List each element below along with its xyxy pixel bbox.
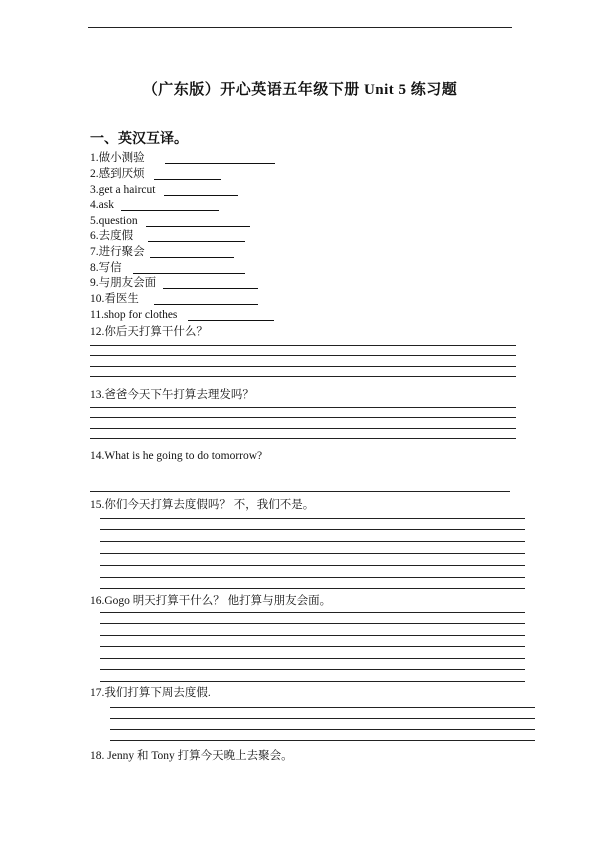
answer-line[interactable] — [100, 529, 525, 530]
vocab-item: 6.去度假 — [90, 230, 134, 242]
question-12: 12.你后天打算干什么？ — [90, 326, 208, 338]
answer-blank[interactable] — [165, 163, 275, 164]
answer-line[interactable] — [100, 669, 525, 670]
vocab-item: 2.感到厌烦 — [90, 168, 145, 180]
header-rule — [88, 27, 512, 28]
answer-blank[interactable] — [133, 273, 245, 274]
answer-blank[interactable] — [154, 179, 221, 180]
answer-line[interactable] — [90, 417, 516, 418]
vocab-item: 9.与朋友会面 — [90, 277, 157, 289]
answer-line[interactable] — [90, 355, 516, 356]
page-title: （广东版）开心英语五年级下册 Unit 5 练习题 — [142, 82, 458, 98]
answer-blank[interactable] — [188, 320, 274, 321]
answer-line[interactable] — [100, 646, 525, 647]
answer-line[interactable] — [90, 376, 516, 377]
vocab-item: 8.写信 — [90, 262, 122, 274]
vocab-item: 11.shop for clothes — [90, 309, 178, 321]
vocab-item: 4.ask — [90, 199, 114, 211]
vocab-item: 10.看医生 — [90, 293, 139, 305]
answer-line[interactable] — [100, 588, 525, 589]
answer-blank[interactable] — [146, 226, 250, 227]
vocab-item: 1.做小测验 — [90, 152, 145, 164]
question-13: 13.爸爸今天下午打算去理发吗？ — [90, 389, 254, 401]
section-heading: 一、英汉互译。 — [90, 132, 188, 147]
answer-blank[interactable] — [164, 195, 238, 196]
answer-line[interactable] — [100, 623, 525, 624]
answer-line[interactable] — [110, 740, 535, 741]
answer-line[interactable] — [110, 707, 535, 708]
vocab-item: 3.get a haircut — [90, 184, 156, 196]
question-14: 14.What is he going to do tomorrow? — [90, 450, 263, 462]
answer-blank[interactable] — [148, 241, 245, 242]
answer-line[interactable] — [100, 658, 525, 659]
answer-line[interactable] — [100, 518, 525, 519]
answer-line[interactable] — [100, 612, 525, 613]
answer-line[interactable] — [90, 428, 516, 429]
answer-line[interactable] — [110, 729, 535, 730]
answer-line[interactable] — [90, 438, 516, 439]
answer-line[interactable] — [90, 491, 510, 492]
answer-line[interactable] — [90, 407, 516, 408]
answer-blank[interactable] — [150, 257, 234, 258]
vocab-item: 5.question — [90, 215, 138, 227]
answer-blank[interactable] — [154, 304, 258, 305]
answer-line[interactable] — [100, 681, 525, 682]
answer-line[interactable] — [100, 553, 525, 554]
answer-line[interactable] — [100, 635, 525, 636]
answer-blank[interactable] — [163, 288, 258, 289]
answer-line[interactable] — [90, 366, 516, 367]
answer-line[interactable] — [100, 541, 525, 542]
answer-line[interactable] — [110, 718, 535, 719]
answer-line[interactable] — [90, 345, 516, 346]
vocab-item: 7.进行聚会 — [90, 246, 145, 258]
question-16: 16.Gogo 明天打算干什么？ 他打算与朋友会面。 — [90, 595, 332, 607]
question-17: 17.我们打算下周去度假. — [90, 687, 211, 699]
answer-line[interactable] — [100, 577, 525, 578]
answer-blank[interactable] — [121, 210, 219, 211]
question-18: 18. Jenny 和 Tony 打算今天晚上去聚会。 — [90, 750, 293, 762]
answer-line[interactable] — [100, 565, 525, 566]
question-15: 15.你们今天打算去度假吗？ 不，我们不是。 — [90, 499, 315, 511]
